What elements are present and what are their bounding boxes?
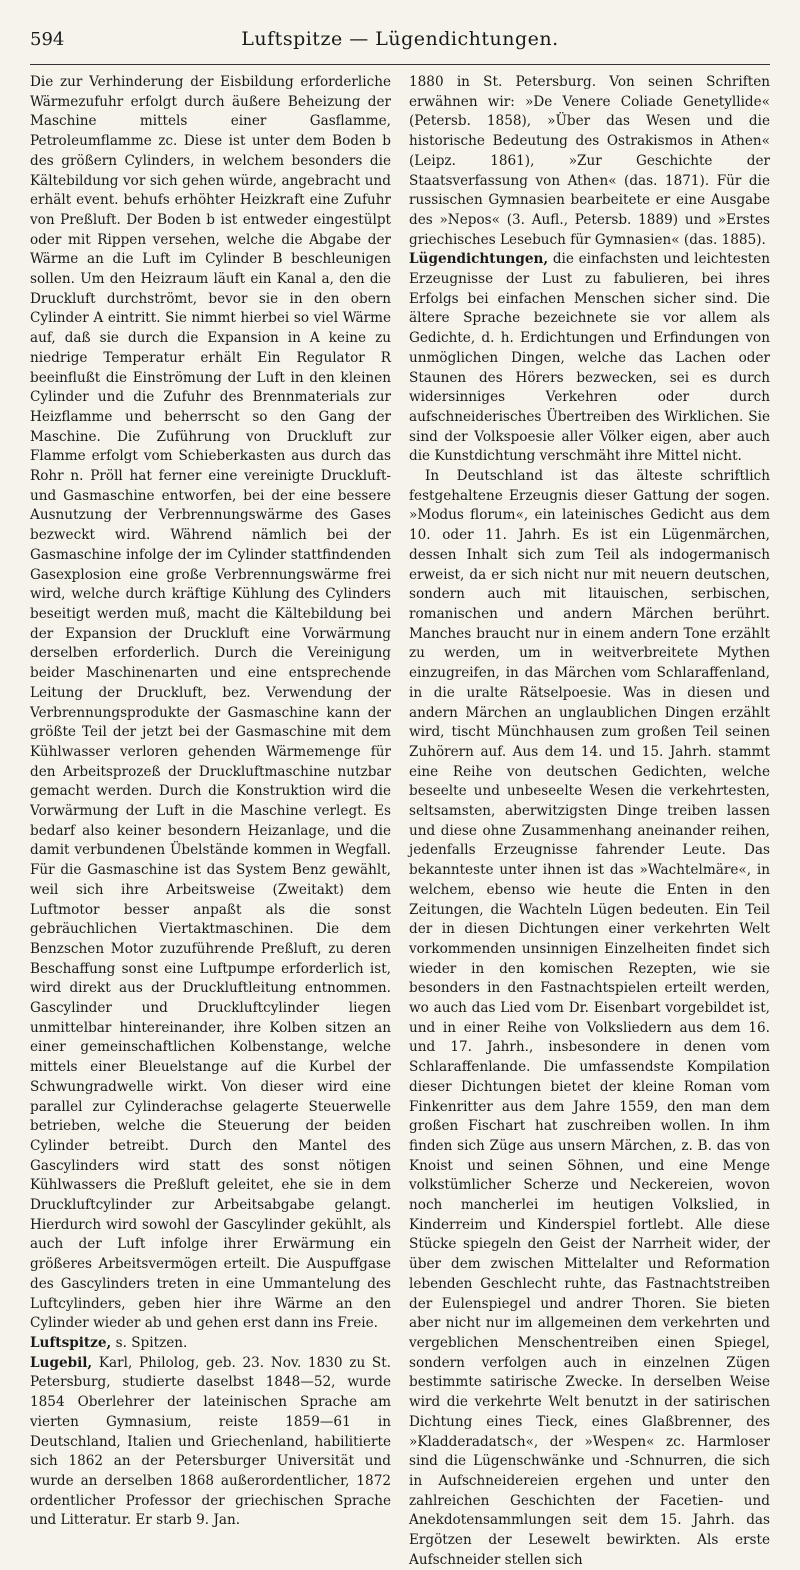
running-head: Luftspitze — Lügendichtungen.	[241, 28, 559, 50]
paragraph	[409, 467, 770, 1570]
entry-headword: Lugebil,	[30, 1354, 93, 1371]
paragraph-text: s. Spitzen.	[111, 1335, 188, 1351]
paragraph	[30, 73, 391, 1334]
paragraph-text: In Deutschland ist das älteste schriftlich festgehaltene Erzeugnis dieser Gattung der sogen. »Modus florum«, ein lateinisches Gedicht aus dem 10. oder 11. Jahrh. Es ist ein Lügenmärchen, dessen Inhalt sich zum Teil als indogermanisch erweist, da er sich nicht nur mit neuern deutschen, sondern auch mit litauischen, serbischen, romanischen und andern Märchen berührt. Manches braucht nur in einem andern Tone erzählt zu werden, um in weitverbreitete Mythen einzugreifen, in das Märchen vom Schlaraffenland, in die uralte Rätselpoesie. Was in diesen und andern Märchen an unglaublichen Dingen erzählt wird, tischt Münchhausen zum großen Teil seinen Zuhörern auf. Aus dem 14. und 15. Jahrh. stammt eine Reihe von deutschen Gedichten, welche beseelte und unbeseelte Wesen die verkehrtesten, seltsamsten, aberwitzigsten Dinge treiben lassen und diese ohne Zusammenhang aneinander reihen, jedenfalls Erzeugnisse fahrender Leute. Das bekannteste unter ihnen ist das »Wachtelmäre«, in welchem, ebenso wie heute die Enten in den Zeitungen, die Wachteln Lügen bedeuten. Ein Teil der in diesen Dichtungen einer verkehrten Welt vorkommenden unsinnigen Einzelheiten findet sich wieder in den komischen Rezepten, wie sie besonders in den Fastnachtspielen erteilt werden, wo auch das Lied vom Dr. Eisenbart vorgebildet ist, und in einer Reihe von Volksliedern aus dem 16. und 17. Jahrh., insbesondere in denen vom Schlaraffenlande. Die umfassendste Kompilation dieser Dichtungen bietet der kleine Roman vom Finkenritter aus dem Jahre 1559, den man dem großen Fischart hat zuschreiben wollen. In ihm finden sich Züge aus unsern Märchen, z. B. das von Knoist und seinen Söhnen, und eine Menge volkstümlicher Scherze und Neckereien, wovon noch mancherlei im heutigen Volkslied, in Kinderreim und Kinderspiel fortlebt. Alle diese Stücke spiegeln den Geist der Narrheit wider, der über dem zwischen Mittelalter und Reformation lebenden Geschlecht ruhte, das Fastnachtstreiben der Eulenspiegel und andrer Thoren. Sie bieten aber nicht nur im allgemeinen dem verkehrten und vergeblichen Menschentreiben einen Spiegel, sondern verfolgen auch in einzelnen Zügen bestimmte satirische Zwecke. In derselben Weise wird die verkehrte Welt benutzt in der satirischen Dichtung eines Tieck, eines Glaßbrenner, des »Kladderadatsch«, der »Wespen« zc. Harmloser sind die Lügenschwänke und -Schnurren, die sich in Aufschneidereien ergehen und unter den zahlreichen Geschichten der Facetien- und Anekdotensammlungen seit dem 15. Jahrh. das Ergötzen der Lesewelt bewirkten. Als erste Aufschneider stellen sich	[409, 468, 770, 1568]
paragraph-text: 1880 in St. Petersburg. Von seinen Schriften erwähnen wir: »De Venere Coliade Genetyllide« (Petersb. 1858), »Über das Wesen und die historische Bedeutung des Ostrakismos in Athen« (Leipz. 1861), »Zur Geschichte der Staatsverfassung von Athen« (das. 1871). Für die russischen Gymnasien bearbeitete er eine Ausgabe des »Nepos« (3. Aufl., Petersb. 1889) und »Erstes griechisches Lesebuch für Gymnasien« (das. 1885).	[409, 74, 770, 248]
paragraph-text: Die zur Verhinderung der Eisbildung erforderliche Wärmezufuhr erfolgt durch äußere Beheizung der Maschine mittels einer Gasflamme, Petroleumflamme zc. Diese ist unter dem Boden b des größern Cylinders, in welchem besonders die Kältebildung vor sich gehen würde, angebracht und erhält event. behufs erhöhter Heizkraft eine Zufuhr von Preßluft. Der Boden b ist entweder eingestülpt oder mit Rippen versehen, welche die Abgabe der Wärme an die Luft im Cylinder B beschleunigen sollen. Um den Heizraum läuft ein Kanal a, den die Druckluft durchströmt, bevor sie in den obern Cylinder A eintritt. Sie nimmt hierbei so viel Wärme auf, daß sie durch die Expansion in A keine zu niedrige Temperatur erhält Ein Regulator R beeinflußt die Einströmung der Luft in den kleinen Cylinder und die Zufuhr des Brennmaterials zur Heizflamme und beherrscht so den Gang der Maschine. Die Zuführung von Druckluft zur Flamme erfolgt vom Schieberkasten aus durch das Rohr n. Pröll hat ferner eine vereinigte Druckluft- und Gasmaschine entworfen, bei der eine bessere Ausnutzung der Verbrennungswärme des Gases bezweckt wird. Während nämlich bei der Gasmaschine infolge der im Cylinder stattfindenden Gasexplosion eine große Verbrennungswärme frei wird, welche durch kräftige Kühlung des Cylinders beseitigt werden muß, macht die Kältebildung bei der Expansion der Druckluft eine Vorwärmung derselben erforderlich. Durch die Vereinigung beider Maschinenarten und eine entsprechende Leitung der Druckluft, bez. Verwendung der Verbrennungsprodukte der Gasmaschine kann der größte Teil der jetzt bei der Gasmaschine mit dem Kühlwasser verloren gehenden Wärmemenge für den Arbeitsprozeß der Druckluftmaschine nutzbar gemacht werden. Durch die Konstruktion wird die Vorwärmung der Luft in die Maschine verlegt. Es bedarf also keiner besondern Heizanlage, und die damit verbundenen Übelstände kommen in Wegfall. Für die Gasmaschine ist das System Benz gewählt, weil sich ihre Arbeitsweise (Zweitakt) dem Luftmotor besser anpaßt als die sonst gebräuchlichen Viertaktmaschinen. Die dem Benzschen Motor zuzuführende Preßluft, zu deren Beschaffung sonst eine Luftpumpe erforderlich ist, wird direkt aus der Druckluftleitung entnommen. Gascylinder und Druckluftcylinder liegen unmittelbar hintereinander, ihre Kolben sitzen an einer gemeinschaftlichen Kolbenstange, welche mittels einer Bleuelstange auf die Kurbel der Schwungradwelle wirkt. Von dieser wird eine parallel zur Cylinderachse gelagerte Steuerwelle betrieben, welche die Steuerung der beiden Cylinder betreibt. Durch den Mantel des Gascylinders wird statt des sonst nötigen Kühlwassers die Preßluft geleitet, ehe sie in dem Druckluftcylinder zur Arbeitsabgabe gelangt. Hierdurch wird sowohl der Gascylinder gekühlt, als auch der Luft infolge ihrer Erwärmung ein größeres Arbeitsvermögen erteilt. Die Auspuffgase des Gascylinders treten in eine Ummantelung des Luftcylinders, geben hier ihre Wärme an den Cylinder wieder ab und gehen erst dann ins Freie.	[30, 74, 391, 1332]
paragraph	[30, 1354, 391, 1531]
page-number: 594	[30, 29, 65, 50]
text-columns	[30, 73, 770, 1568]
paragraph	[409, 73, 770, 250]
right-column	[409, 73, 770, 1568]
entry-headword: Luftspitze,	[30, 1335, 112, 1351]
page-header	[30, 28, 770, 65]
paragraph-text: die einfachsten und leichtesten Erzeugnisse der Lust zu fabulieren, bei ihres Erfolgs bei einfachen Menschen sicher sind. Die ältere Sprache bezeichnete sie vor allem als Gedichte, d. h. Erdichtungen und Erfindungen von unmöglichen Dingen, welche das Lachen oder Staunen des Hörers bezwecken, sei es durch widersinniges Verkehren oder durch aufschneiderisches Übertreiben des Wirklichen. Sie sind der Volkspoesie aller Völker eigen, aber auch die Kunstdichtung verschmäht ihre Mittel nicht.	[409, 251, 770, 465]
entry-headword: Lügendichtungen,	[409, 251, 549, 268]
left-column	[30, 73, 391, 1529]
paragraph	[30, 1334, 391, 1354]
paragraph-text: Karl, Philolog, geb. 23. Nov. 1830 zu St. Petersburg, studierte daselbst 1848—52, wurde 1854 Oberlehrer der lateinischen Sprache am vierten Gymnasium, reiste 1859—61 in Deutschland, Italien und Griechenland, habilitierte sich 1862 an der Petersburger Universität und wurde an derselben 1868 außerordentlicher, 1872 ordentlicher Professor der griechischen Sprache und Litteratur. Er starb 9. Jan.	[30, 1354, 391, 1529]
paragraph	[409, 250, 770, 467]
